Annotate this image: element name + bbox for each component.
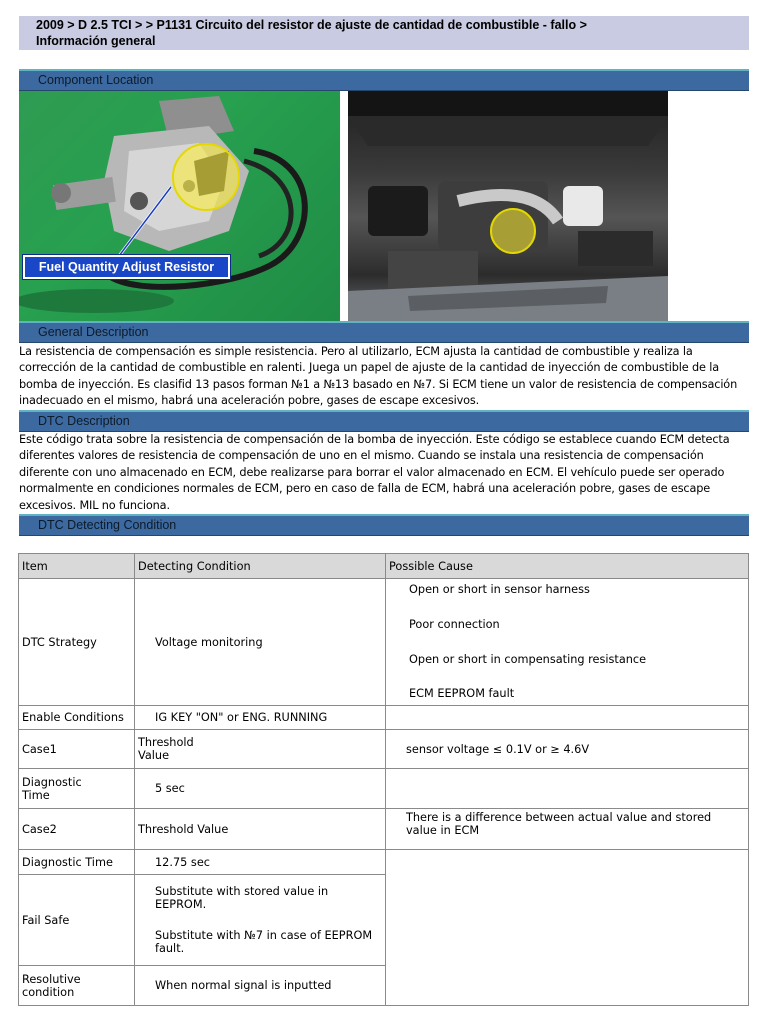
possible-causes-list: [386, 579, 749, 706]
condition-line: Substitute with №7 in case of EEPROM: [155, 929, 373, 942]
item-line: Resolutive: [22, 972, 81, 986]
header-detecting-condition: Detecting Condition: [135, 554, 386, 579]
condition-cell: [135, 730, 386, 769]
cause-cell: [386, 850, 749, 1006]
section-title: DTC Detecting Condition: [38, 518, 177, 532]
section-header-dtc-detecting-condition: [19, 514, 749, 536]
possible-cause: Poor connection: [409, 618, 500, 631]
possible-cause: Open or short in sensor harness: [409, 583, 590, 596]
item-cell: Case1: [19, 730, 135, 769]
condition-line: Threshold: [138, 736, 194, 749]
condition-line: Substitute with stored value in: [155, 885, 329, 898]
fuel-pump-illustration: [19, 91, 340, 321]
cause-cell: [386, 706, 749, 730]
condition-cell: When normal signal is inputted: [135, 966, 386, 1006]
fuel-pump-photo: [19, 91, 340, 321]
section-header-dtc-description: [19, 410, 749, 432]
condition-line: Value: [138, 749, 170, 762]
engine-bay-illustration: [348, 91, 668, 321]
item-cell: Fail Safe: [19, 875, 135, 966]
header-possible-cause: Possible Cause: [386, 554, 749, 579]
dtc-description-text: Este código trata sobre la resistencia de compensación de la bomba de inyección. Este código se establece cuando ECM detecta diferentes valores de resistencia de compensación de uno en el mismo. Cuando se instala una resistencia de compensación diferente con uno almacenado en ECM, debe realizarse para borrar el valor almacenado en ECM. El vehículo puede ser operado normalmente en condiciones normales de ECM, pero en caso de falla de ECM, habrá una aceleración pobre, gases de escape excesivos. MIL no funciona.: [19, 433, 730, 512]
condition-cell: IG KEY "ON" or ENG. RUNNING: [135, 706, 386, 730]
header-item: Item: [19, 554, 135, 579]
item-cell: DTC Strategy: [19, 579, 135, 706]
section-title: General Description: [38, 325, 149, 339]
item-cell: Case2: [19, 809, 135, 850]
table-row: [19, 706, 749, 730]
item-line: Diagnostic: [22, 775, 82, 789]
item-line: condition: [22, 985, 75, 999]
table-row: [19, 809, 749, 850]
table-row: [19, 850, 749, 875]
condition-cell: Voltage monitoring: [135, 579, 386, 706]
breadcrumb-path[interactable]: 2009 > D 2.5 TCI > > P1131 Circuito del resistor de ajuste de cantidad de combustible - fallo >: [36, 18, 587, 32]
breadcrumb: [19, 16, 749, 50]
condition-line: EEPROM.: [155, 898, 207, 911]
possible-cause: Open or short in compensating resistance: [409, 653, 647, 666]
item-cell: [19, 769, 135, 809]
possible-cause: ECM EEPROM fault: [409, 687, 515, 700]
fuel-quantity-adjust-resistor-label: Fuel Quantity Adjust Resistor: [23, 255, 230, 279]
cause-line: value in ECM: [406, 824, 480, 837]
cause-line: There is a difference between actual value and stored: [406, 811, 712, 824]
condition-cell: [135, 875, 386, 966]
section-title: Component Location: [38, 73, 154, 87]
cause-cell: [386, 769, 749, 809]
condition-line: fault.: [155, 942, 185, 955]
item-line: Time: [22, 788, 50, 802]
general-description-text: La resistencia de compensación es simple resistencia. Pero al utilizarlo, ECM ajusta la cantidad de combustible y realiza la corrección de la cantidad de combustible en ralenti. Juega un papel de ajuste de la cantidad de inyección de combustible de la bomba de inyección. Es clasifid 13 pasos forman №1 a №13 basado en №7. Si ECM tiene un valor de resistencia de compensación inadecuado en el mismo, habrá una aceleración pobre, gases de escape excesivos.: [19, 345, 738, 408]
item-cell: [19, 966, 135, 1006]
table-row: [19, 730, 749, 769]
section-header-component-location: [19, 69, 749, 91]
cause-cell: [386, 809, 749, 850]
table-row: [19, 579, 749, 706]
condition-cell: 5 sec: [135, 769, 386, 809]
cause-cell: sensor voltage ≤ 0.1V or ≥ 4.6V: [386, 730, 749, 769]
engine-bay-photo: [348, 91, 668, 321]
dtc-detecting-condition-table: [18, 553, 749, 1006]
condition-cell: Threshold Value: [135, 809, 386, 850]
section-header-general-description: [19, 321, 749, 343]
item-cell: Enable Conditions: [19, 706, 135, 730]
breadcrumb-current: Información general: [36, 34, 156, 48]
section-title: DTC Description: [38, 414, 130, 428]
table-row: [19, 769, 749, 809]
condition-cell: 12.75 sec: [135, 850, 386, 875]
table-header-row: [19, 554, 749, 579]
item-cell: Diagnostic Time: [19, 850, 135, 875]
